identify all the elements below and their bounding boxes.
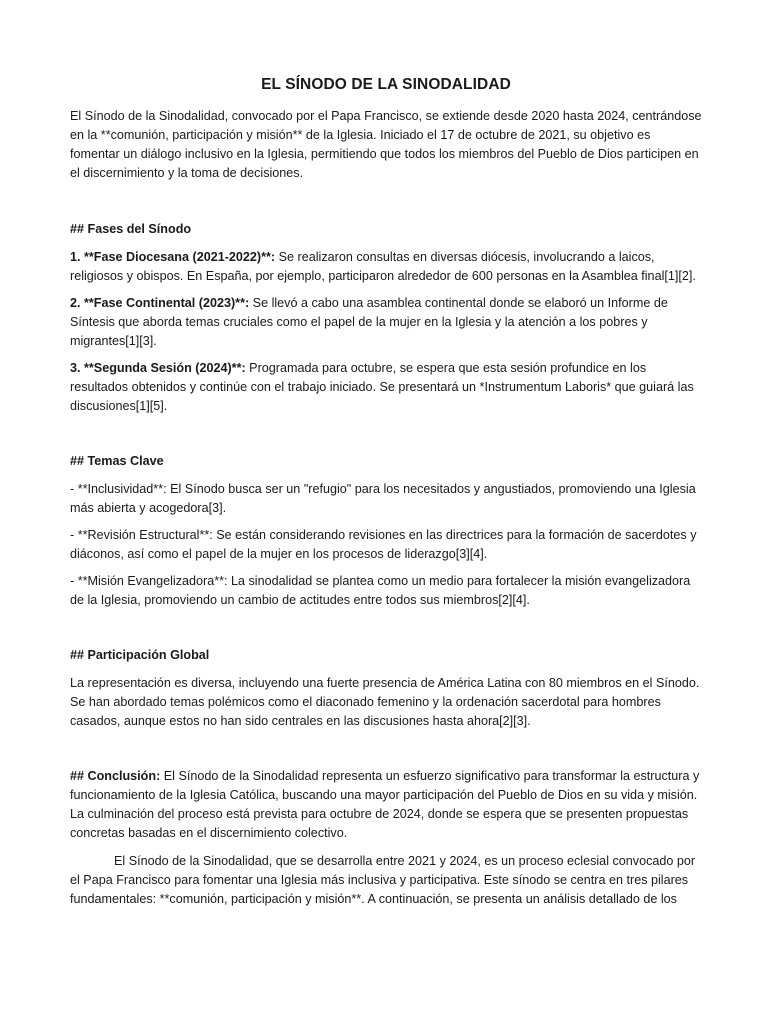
section-participacion: [70, 646, 702, 731]
fase-item: [70, 359, 702, 416]
section-spacer: [70, 424, 702, 452]
fase-item-text: Programada para octubre, se espera que esta sesión profundice en los resultados obtenidos y continúe con el trabajo iniciado. Se presentará un *Instrumentum Laboris* que guiará las discusiones[1][5].: [70, 361, 694, 413]
document-page: [70, 74, 702, 909]
conclusion-text: El Sínodo de la Sinodalidad representa un esfuerzo significativo para transformar la estructura y funcionamiento de la Iglesia Católica, buscando una mayor participación del Pueblo de Dios en su vida y misión. La culminación del proceso está prevista para octubre de 2024, donde se espera que se presenten propuestas concretas basadas en el discernimiento colectivo.: [70, 769, 700, 840]
tema-item: - **Revisión Estructural**: Se están considerando revisiones en las directrices para la formación de sacerdotes y diáconos, así como el papel de la mujer en los procesos de liderazgo[3][4].: [70, 528, 697, 561]
section-spacer: [70, 739, 702, 767]
section-spacer: [70, 618, 702, 646]
closing-paragraph: El Sínodo de la Sinodalidad, que se desarrolla entre 2021 y 2024, es un proceso eclesial convocado por el Papa Francisco para fomentar una Iglesia más inclusiva y participativa. Este sínodo se centra en tres pilares fundamentales: **comunión, participación y misión**. A continuación, se presenta un análisis detallado de los: [70, 854, 696, 906]
conclusion-paragraph: [70, 767, 702, 843]
fase-item: [70, 294, 702, 351]
tema-item: - **Inclusividad**: El Sínodo busca ser un "refugio" para los necesitados y angustiados, promoviendo una Iglesia más abierta y acogedora[3].: [70, 482, 696, 515]
fase-item: [70, 248, 702, 286]
fase-item-lead: 1. **Fase Diocesana (2021-2022)**:: [70, 250, 276, 264]
section-fases: [70, 220, 702, 416]
section-heading-participacion: ## Participación Global: [70, 648, 210, 662]
fase-item-text: Se realizaron consultas en diversas diócesis, involucrando a laicos, religiosos y obispos. En España, por ejemplo, participaron alrededor de 600 personas en la Asamblea final[1][2].: [70, 250, 696, 283]
section-heading-fases: ## Fases del Sínodo: [70, 222, 192, 236]
document-title: EL SÍNODO DE LA SINODALIDAD: [261, 76, 511, 93]
intro-paragraph: El Sínodo de la Sinodalidad, convocado por el Papa Francisco, se extiende desde 2020 hasta 2024, centrándose en la **comunión, participación y misión** de la Iglesia. Iniciado el 17 de octubre de 2021, su objetivo es fomentar un diálogo inclusivo en la Iglesia, permitiendo que todos los miembros del Pueblo de Dios participen en el discernimiento y la toma de decisiones.: [70, 109, 702, 180]
fase-item-lead: 2. **Fase Continental (2023)**:: [70, 296, 250, 310]
fase-item-lead: 3. **Segunda Sesión (2024)**:: [70, 361, 246, 375]
participacion-paragraph: La representación es diversa, incluyendo una fuerte presencia de América Latina con 80 miembros en el Sínodo. Se han abordado temas polémicos como el diaconado femenino y la ordenación sacerdotal para hombres casados, aunque estos no han sido centrales en las discusiones hasta ahora[2][3].: [70, 676, 700, 728]
tema-item: - **Misión Evangelizadora**: La sinodalidad se plantea como un medio para fortalecer la misión evangelizadora de la Iglesia, promoviendo un cambio de actitudes entre todos sus miembros[2][4].: [70, 574, 691, 607]
fase-item-text: Se llevó a cabo una asamblea continental donde se elaboró un Informe de Síntesis que aborda temas cruciales como el papel de la mujer en la Iglesia y la atención a los pobres y migrantes[1][3].: [70, 296, 668, 348]
section-heading-temas: ## Temas Clave: [70, 454, 164, 468]
conclusion-lead: ## Conclusión:: [70, 769, 161, 783]
section-temas: [70, 452, 702, 610]
